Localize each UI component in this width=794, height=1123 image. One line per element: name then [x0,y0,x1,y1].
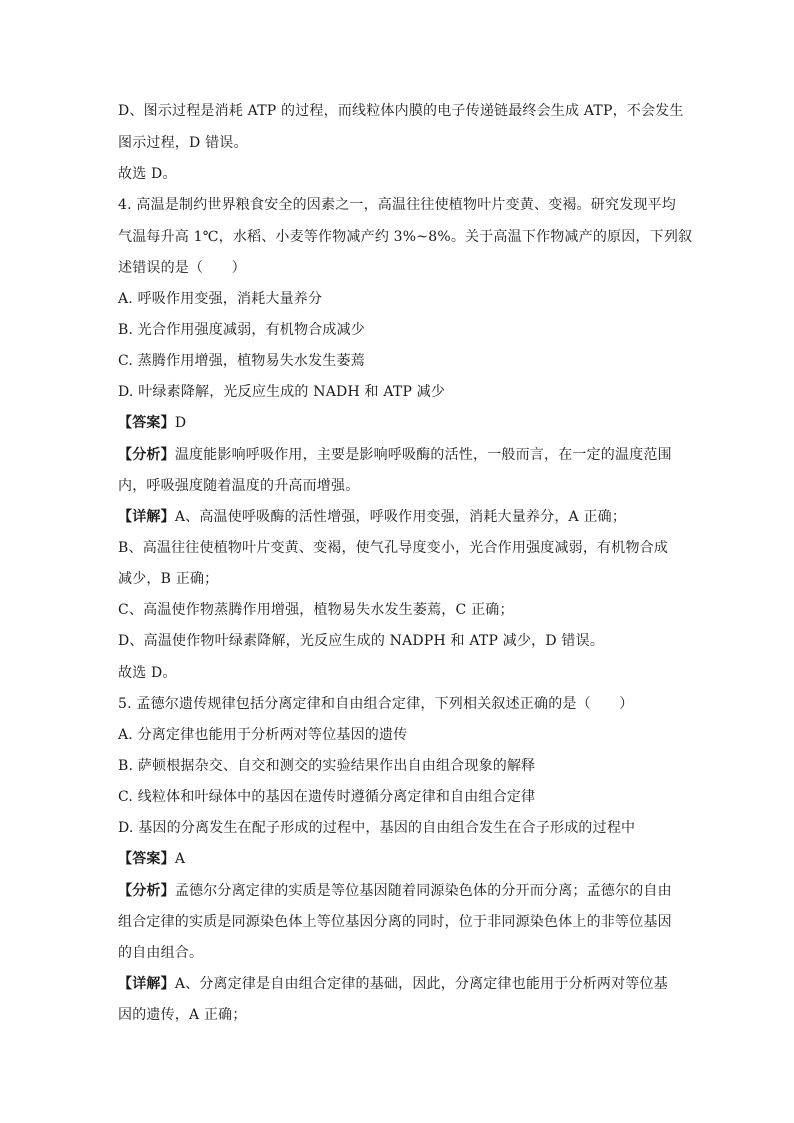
line-text: 故选 D。 [118,166,177,182]
option-c [118,787,678,807]
line-text: 故选 D。 [118,665,177,681]
text-line [118,569,678,589]
option-b [118,320,678,340]
analysis-line [118,881,678,901]
text-line [118,943,678,963]
line-text: B. 光合作用强度减弱，有机物合成减少 [118,322,365,338]
line-text: C. 蒸腾作用增强，植物易失水发生萎蔫 [118,353,365,369]
text-line [118,164,678,184]
option-a [118,725,678,745]
line-text: D [174,415,187,431]
explanation-tag: 【详解】 [118,976,175,992]
text-line [118,600,678,620]
line-text: D. 叶绿素降解，光反应生成的 NADH 和 ATP 减少 [118,384,446,400]
text-line [118,101,684,121]
answer-tag: 【答案】 [118,851,175,867]
line-text: D. 基因的分离发生在配子形成的过程中，基因的自由组合发生在合子形成的过程中 [118,820,636,836]
question-5-stem [118,694,678,714]
answer-line [118,413,678,433]
line-text: D、图示过程是消耗 ATP 的过程，而线粒体内膜的电子传递链最终会生成 ATP，不会发生 [118,103,684,119]
text-line [118,476,678,496]
analysis-tag: 【分析】 [118,447,175,463]
line-text: 述错误的是（ ） [118,260,246,276]
line-text: 图示过程，D 错误。 [118,135,248,151]
text-line [118,663,678,683]
line-text: C、高温使作物蒸腾作用增强，植物易失水发生萎蔫，C 正确； [118,602,514,618]
line-text: 孟德尔分离定律的实质是等位基因随着同源染色体的分开而分离；孟德尔的自由 [174,883,672,899]
option-d [118,382,678,402]
line-text: 内，呼吸强度随着温度的升高而增强。 [118,478,360,494]
line-text: 减少，B 正确； [118,571,219,587]
line-text: A. 呼吸作用变强，消耗大量养分 [118,291,323,307]
text-line [118,227,693,247]
analysis-tag: 【分析】 [118,883,175,899]
line-text: 5. 孟德尔遗传规律包括分离定律和自由组合定律，下列相关叙述正确的是（ ） [118,696,634,712]
analysis-line [118,445,678,465]
line-text: A. 分离定律也能用于分析两对等位基因的遗传 [118,727,408,743]
option-a [118,289,678,309]
answer-line [118,849,678,869]
answer-tag: 【答案】 [118,415,175,431]
question-4-stem [118,195,678,215]
line-text: C. 线粒体和叶绿体中的基因在遗传时遵循分离定律和自由组合定律 [118,789,536,805]
line-text: D、高温使作物叶绿素降解，光反应生成的 NADPH 和 ATP 减少，D 错误。 [118,633,605,649]
line-text: 温度能影响呼吸作用，主要是影响呼吸酶的活性，一般而言，在一定的温度范围 [174,447,672,463]
line-text: 气温每升高 1℃，水稻、小麦等作物减产约 3%~8%。关于高温下作物减产的原因，下列叙 [118,229,693,245]
line-text: A、分离定律是自由组合定律的基础，因此，分离定律也能用于分析两对等位基 [174,976,668,992]
line-text: 因的遗传，A 正确； [118,1007,247,1023]
text-line [118,912,678,932]
option-d [118,818,678,838]
line-text: B、高温往往使植物叶片变黄、变褐，使气孔导度变小，光合作用强度减弱，有机物合成 [118,540,669,556]
text-line [118,258,678,278]
explanation-line [118,974,678,994]
line-text: 组合定律的实质是同源染色体上等位基因分离的同时，位于非同源染色体上的非等位基因 [118,914,672,930]
text-line [118,538,678,558]
explanation-line [118,507,678,527]
option-b [118,756,678,776]
text-line [118,1005,678,1025]
text-line [118,631,678,651]
line-text: 4. 高温是制约世界粮食安全的因素之一，高温往往使植物叶片变黄、变褐。研究发现平均 [118,197,677,213]
line-text: 的自由组合。 [118,945,204,961]
line-text: B. 萨顿根据杂交、自交和测交的实验结果作出自由组合现象的解释 [118,758,536,774]
line-text: A [174,851,186,867]
explanation-tag: 【详解】 [118,509,175,525]
text-line [118,133,678,153]
line-text: A、高温使呼吸酶的活性增强，呼吸作用变强，消耗大量养分，A 正确； [174,509,627,525]
option-c [118,351,678,371]
